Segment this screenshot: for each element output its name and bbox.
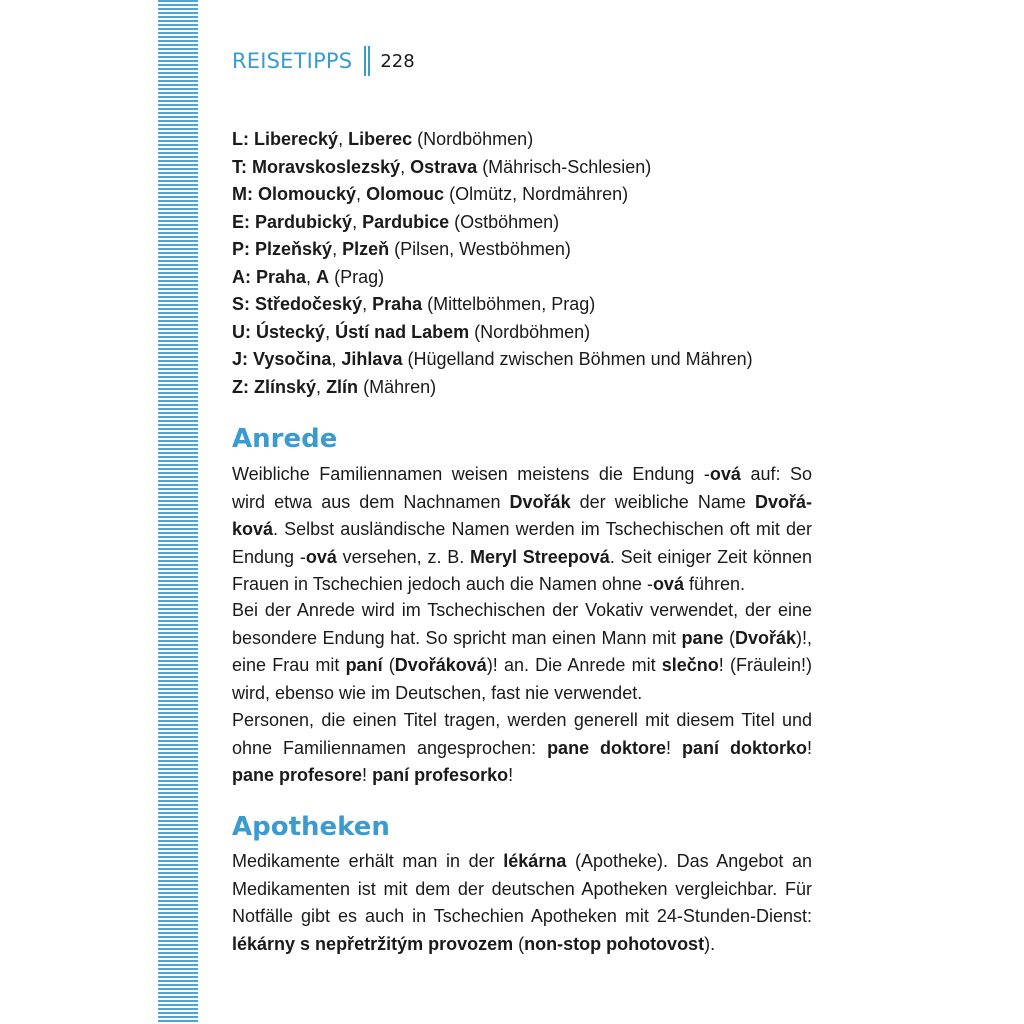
region-city: Ústí nad Labem xyxy=(335,321,470,342)
text-run: )! an. Die Anrede mit xyxy=(486,655,662,675)
text-run: versehen, z. B. xyxy=(336,546,470,567)
region-note: (Olmütz, Nordmähren) xyxy=(449,184,629,204)
anrede-paragraph-1 xyxy=(232,461,812,599)
region-code-line: S: Středočeský, Praha (Mittelböhmen, Prag) xyxy=(232,294,596,314)
bold-term: Dvořáková xyxy=(232,491,813,539)
heading-apotheken: Apotheken xyxy=(232,812,390,842)
bold-term: pane profesore xyxy=(232,765,363,785)
text-run: ! (Fräulein!) wird, ebenso wie im Deutschen, fast nie verwendet. xyxy=(232,655,812,703)
region-code: E: xyxy=(232,211,250,232)
region-code-line: E: Pardubický, Pardubice (Ostböhmen) xyxy=(232,211,560,232)
region-note: (Mähren) xyxy=(363,376,437,397)
bold-term: Dvořák xyxy=(509,491,571,512)
decorative-stripe-bar xyxy=(158,0,198,1024)
text-run: ! xyxy=(666,737,683,758)
text-run: auf: So wird etwa aus dem Nachnamen xyxy=(232,464,812,512)
bold-term: Dvořáková xyxy=(394,655,487,675)
bold-term: ová xyxy=(709,464,741,484)
text-run: (Apotheke). Das Angebot an Medikamenten ist mit dem der deutschen Apotheken vergleichbar. Für Notfälle gibt es auch in Tschechien Apotheken mit 24-Stunden-Dienst: xyxy=(232,851,813,926)
text-run: ( xyxy=(382,655,395,675)
anrede-paragraph-2 xyxy=(232,597,812,707)
bold-term: slečno xyxy=(661,655,719,675)
section-title: REISETIPPS xyxy=(232,49,353,73)
region-region: Moravskoslezský xyxy=(252,156,401,177)
text-run: ! xyxy=(508,765,514,785)
region-city: A xyxy=(316,266,330,287)
region-city: Liberec xyxy=(348,129,413,149)
heading-anrede: Anrede xyxy=(232,424,338,454)
region-city: Ostrava xyxy=(410,156,478,177)
region-code-line: P: Plzeňský, Plzeň (Pilsen, Westböhmen) xyxy=(232,239,571,259)
region-region: Ústecký xyxy=(256,321,326,342)
region-note: (Hügelland zwischen Böhmen und Mähren) xyxy=(407,349,753,369)
bold-term: ová xyxy=(652,574,684,594)
bold-term: non-stop pohotovost xyxy=(524,933,705,954)
region-code-line: T: Moravskoslezský, Ostrava (Mährisch-Schlesien) xyxy=(232,156,652,177)
region-code-line: A: Praha, A (Prag) xyxy=(232,266,385,287)
region-code-list xyxy=(232,126,832,401)
region-region: Zlínský xyxy=(254,376,317,397)
region-code-line: M: Olomoucký, Olomouc (Olmütz, Nordmähren) xyxy=(232,184,629,204)
region-note: (Prag) xyxy=(334,266,385,287)
text-run: . Seit einiger Zeit können Frauen in Tschechien jedoch auch die Namen ohne - xyxy=(232,546,812,594)
region-city: Plzeň xyxy=(342,239,390,259)
region-note: (Mährisch-Schlesien) xyxy=(482,156,652,177)
region-code-line: Z: Zlínský, Zlín (Mähren) xyxy=(232,376,437,397)
region-code: T: xyxy=(232,156,247,177)
anrede-paragraph-3 xyxy=(232,707,812,790)
text-run: ( xyxy=(513,933,525,954)
bold-term: pane xyxy=(681,627,724,648)
bold-term: paní doktorko xyxy=(682,737,807,758)
bold-term: lékárna xyxy=(503,851,567,871)
text-run: Bei der Anrede wird im Tschechischen der Vokativ verwendet, der eine besondere Endung hat. So spricht man einen Mann mit xyxy=(232,600,812,648)
region-code: M: xyxy=(232,184,253,204)
region-code: L: xyxy=(232,129,249,149)
text-run: ! xyxy=(362,765,373,785)
page-header xyxy=(232,44,415,78)
region-region: Vysočina xyxy=(253,349,332,369)
region-code: S: xyxy=(232,294,250,314)
region-note: (Nordböhmen) xyxy=(474,321,591,342)
region-city: Pardubice xyxy=(362,211,450,232)
region-code: P: xyxy=(232,239,250,259)
bold-term: lékárny s nepřetržitým provozem xyxy=(232,933,514,954)
region-code: A: xyxy=(232,266,251,287)
text-run: Weibliche Familiennamen weisen meistens die Endung - xyxy=(232,464,710,484)
region-city: Praha xyxy=(372,294,423,314)
text-run: )!, eine Frau mit xyxy=(232,627,812,675)
apotheken-paragraph xyxy=(232,848,812,958)
bold-term: Meryl Streepová xyxy=(469,546,610,567)
region-region: Liberecký xyxy=(254,129,339,149)
header-separator xyxy=(364,46,370,76)
text-run: führen. xyxy=(683,574,746,594)
text-run: ( xyxy=(723,627,735,648)
region-code: J: xyxy=(232,349,249,369)
text-run: . Selbst ausländische Namen werden im Tschechischen oft mit der Endung - xyxy=(232,519,812,567)
region-region: Středočeský xyxy=(255,294,363,314)
text-run: Medikamente erhält man in der xyxy=(232,851,504,871)
region-city: Jihlava xyxy=(341,349,403,369)
region-note: (Ostböhmen) xyxy=(454,211,560,232)
region-code: U: xyxy=(232,321,251,342)
bold-term: ová xyxy=(305,546,337,567)
bold-term: paní xyxy=(345,655,383,675)
text-run: ! xyxy=(806,737,812,758)
region-note: (Mittelböhmen, Prag) xyxy=(427,294,596,314)
text-run: der weibliche Name xyxy=(570,491,755,512)
region-code: Z: xyxy=(232,376,249,397)
region-city: Zlín xyxy=(326,376,359,397)
bold-term: paní profesorko xyxy=(372,765,509,785)
region-code-line: J: Vysočina, Jihlava (Hügelland zwischen Böhmen und Mähren) xyxy=(232,349,753,369)
region-region: Pardubický xyxy=(255,211,353,232)
region-region: Plzeňský xyxy=(255,239,333,259)
page-number: 228 xyxy=(380,50,415,72)
region-region: Olomoucký xyxy=(258,184,357,204)
text-run: Personen, die einen Titel tragen, werden generell mit diesem Titel und ohne Familiennamen angesprochen: xyxy=(232,710,812,758)
region-code-line: U: Ústecký, Ústí nad Labem (Nordböhmen) xyxy=(232,321,591,342)
bold-term: Dvořák xyxy=(734,627,796,648)
region-note: (Nordböhmen) xyxy=(417,129,534,149)
region-region: Praha xyxy=(256,266,307,287)
bold-term: pane doktore xyxy=(547,737,667,758)
region-code-line: L: Liberecký, Liberec (Nordböhmen) xyxy=(232,129,534,149)
region-city: Olomouc xyxy=(366,184,445,204)
region-note: (Pilsen, Westböhmen) xyxy=(394,239,571,259)
text-run: ). xyxy=(704,933,716,954)
